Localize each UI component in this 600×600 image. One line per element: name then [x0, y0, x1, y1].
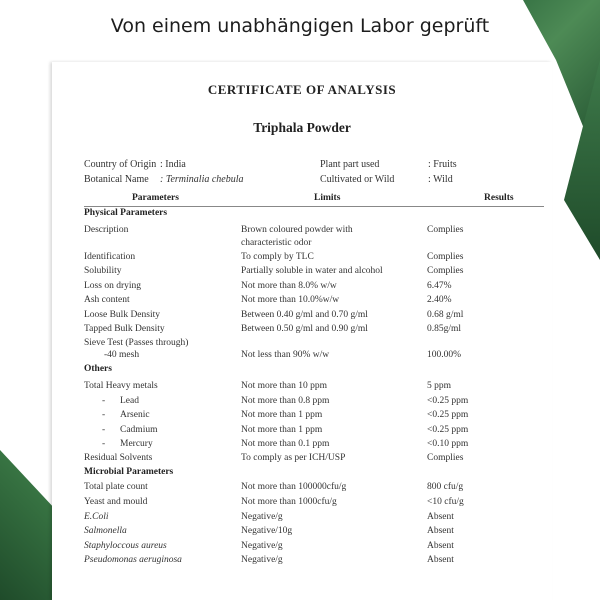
section-others: Others: [84, 364, 112, 374]
result-cell: 6.47%: [427, 281, 452, 291]
cultivated-value: : Wild: [428, 174, 453, 185]
country-label: Country of Origin: [84, 159, 157, 170]
result-cell: 2.40%: [427, 295, 452, 305]
result-cell: Complies: [427, 252, 464, 262]
section-microbial: Microbial Parameters: [84, 467, 174, 477]
limit-cell: Between 0.40 g/ml and 0.70 g/ml: [241, 310, 368, 320]
header-results: Results: [484, 193, 514, 203]
param-cell: Pseudomonas aeruginosa: [84, 555, 182, 565]
limit-cell: Not more than 0.8 ppm: [241, 396, 330, 406]
param-cell: Cadmium: [120, 425, 158, 435]
dash-mark: -: [102, 425, 106, 435]
param-cell: Description: [84, 225, 129, 235]
dash-mark: -: [102, 396, 106, 406]
limit-cell: Between 0.50 g/ml and 0.90 g/ml: [241, 324, 368, 334]
param-cell: Loss on drying: [84, 281, 141, 291]
certificate-title: CERTIFICATE OF ANALYSIS: [207, 82, 397, 97]
result-cell: 0.68 g/ml: [427, 310, 464, 320]
banner-title: Von einem unabhängigen Labor geprüft: [110, 15, 490, 37]
limit-cell: To comply as per ICH/USP: [241, 453, 346, 463]
param-cell: Yeast and mould: [84, 497, 148, 507]
result-cell: <10 cfu/g: [427, 497, 464, 507]
param-cell: Lead: [120, 396, 139, 406]
param-cell: -40 mesh: [104, 350, 140, 360]
result-cell: Absent: [427, 555, 454, 565]
limit-cell: Not more than 0.1 ppm: [241, 439, 330, 449]
result-cell: <0.25 ppm: [427, 425, 469, 435]
result-cell: <0.25 ppm: [427, 410, 469, 420]
limit-cell: Negative/g: [241, 555, 283, 565]
plant-part-value: : Fruits: [428, 159, 457, 170]
result-cell: <0.10 ppm: [427, 439, 469, 449]
result-cell: <0.25 ppm: [427, 396, 469, 406]
param-cell: Salmonella: [84, 526, 127, 536]
param-cell: Tapped Bulk Density: [84, 324, 165, 334]
header-limits: Limits: [314, 193, 341, 203]
limit-cell: Not more than 1000cfu/g: [241, 497, 337, 507]
param-cell: Total Heavy metals: [84, 381, 158, 391]
certificate-document: [52, 62, 552, 600]
result-cell: Absent: [427, 512, 454, 522]
result-cell: Absent: [427, 526, 454, 536]
result-cell: 100.00%: [427, 350, 462, 360]
header-parameters: Parameters: [132, 193, 179, 203]
limit-cell: Negative/g: [241, 541, 283, 551]
param-cell: Identification: [84, 252, 136, 262]
result-cell: Complies: [427, 266, 464, 276]
product-name: Triphala Powder: [253, 120, 351, 135]
result-cell: 5 ppm: [427, 381, 452, 391]
param-cell: Ash content: [84, 295, 130, 305]
limit-cell: Not more than 1 ppm: [241, 410, 323, 420]
header-divider: [84, 206, 544, 207]
limit-cell: Brown coloured powder with: [241, 225, 353, 235]
limit-cell: Not more than 100000cfu/g: [241, 482, 347, 492]
limit-cell: characteristic odor: [241, 238, 312, 248]
param-cell: Mercury: [120, 439, 153, 449]
plant-part-label: Plant part used: [320, 159, 380, 170]
dash-mark: -: [102, 439, 106, 449]
param-cell: Total plate count: [84, 482, 148, 492]
result-cell: Complies: [427, 225, 464, 235]
param-cell: E.Coli: [84, 512, 109, 522]
param-cell: Loose Bulk Density: [84, 310, 160, 320]
limit-cell: Not more than 10.0%w/w: [241, 295, 340, 305]
limit-cell: Not more than 10 ppm: [241, 381, 328, 391]
limit-cell: Not more than 8.0% w/w: [241, 281, 337, 291]
dash-mark: -: [102, 410, 106, 420]
limit-cell: Partially soluble in water and alcohol: [241, 266, 383, 276]
limit-cell: Negative/10g: [241, 526, 293, 536]
param-cell: Arsenic: [120, 410, 150, 420]
result-cell: Absent: [427, 541, 454, 551]
param-cell: Sieve Test (Passes through): [84, 338, 189, 348]
param-cell: Solubility: [84, 266, 122, 276]
limit-cell: Negative/g: [241, 512, 283, 522]
param-cell: Residual Solvents: [84, 453, 153, 463]
limit-cell: To comply by TLC: [241, 252, 314, 262]
botanical-label: Botanical Name: [84, 174, 149, 185]
result-cell: Complies: [427, 453, 464, 463]
result-cell: 0.85g/ml: [427, 324, 462, 334]
result-cell: 800 cfu/g: [427, 482, 464, 492]
param-cell: Staphyloccous aureus: [84, 541, 167, 551]
limit-cell: Not less than 90% w/w: [241, 350, 330, 360]
botanical-value: : Terminalia chebula: [160, 174, 244, 185]
country-value: : India: [160, 159, 186, 170]
section-physical: Physical Parameters: [84, 208, 168, 218]
cultivated-label: Cultivated or Wild: [320, 174, 395, 185]
limit-cell: Not more than 1 ppm: [241, 425, 323, 435]
